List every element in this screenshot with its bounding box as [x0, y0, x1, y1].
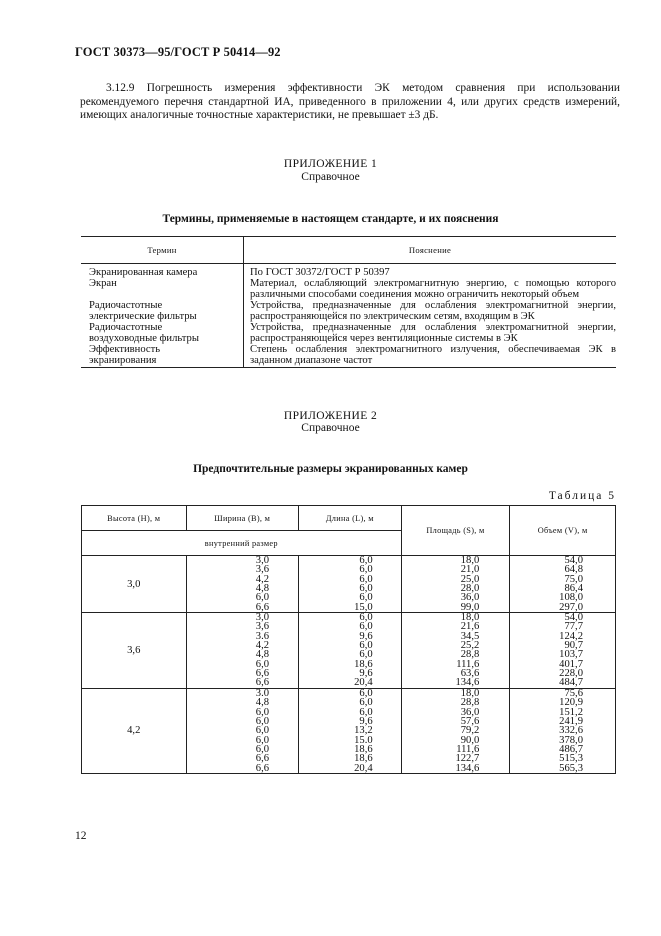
- value: 36,0: [460, 592, 480, 604]
- paragraph-3-12-9: 3.12.9 Погрешность измерения эффективности ЭК методом сравнения при использовании рекомендуемого перечня стандартной ИА, приведенного в приложении 4, или других средств измерений, имеющих аналогичные точностные характеристики, не превышает ±3 дБ.: [80, 82, 620, 122]
- value: 6,6: [255, 677, 270, 689]
- table-row: [82, 688, 616, 773]
- value: 6,0: [255, 658, 270, 670]
- table-row: [81, 344, 616, 368]
- value: 6,0: [359, 640, 373, 652]
- value: 79,2: [460, 725, 480, 737]
- value: 18,0: [460, 612, 480, 624]
- value: 75,0: [564, 573, 583, 585]
- col-height: Высота (H), м: [82, 506, 187, 531]
- explanation-cell: Устройства, предназначенные для ослабления электромагнитной энергии, распространяющейся через вентиляционные системы в ЭК: [250, 322, 616, 344]
- value: 124,2: [559, 630, 583, 642]
- table-row: [81, 278, 616, 300]
- volume-cell: [510, 556, 616, 613]
- length-cell: [299, 613, 402, 689]
- value: 6,0: [359, 621, 373, 633]
- value: 54,0: [564, 612, 583, 624]
- value: 18,6: [354, 743, 373, 755]
- value: 18,0: [460, 555, 480, 566]
- term-cell: Радиочастотные воздуховодные фильтры: [81, 322, 244, 344]
- value: 297,0: [559, 601, 583, 613]
- col-area: Площадь (S), м: [401, 506, 510, 556]
- value: 64,8: [564, 564, 583, 576]
- appendix1-subtitle: Справочное: [301, 171, 360, 183]
- appendix2-title: ПРИЛОЖЕНИЕ 2: [283, 410, 378, 422]
- value: 3,0: [255, 555, 270, 566]
- appendix1-title: ПРИЛОЖЕНИЕ 1: [283, 158, 378, 170]
- value: 120,9: [559, 697, 583, 709]
- value: 4,8: [255, 697, 270, 709]
- value: 4,2: [255, 573, 270, 585]
- value: 103,7: [559, 649, 583, 661]
- explanation-cell: По ГОСТ 30372/ГОСТ Р 50397: [250, 267, 390, 278]
- value: 6,6: [255, 753, 270, 765]
- value: 9,6: [359, 668, 373, 680]
- value: 134,6: [455, 677, 480, 689]
- height-cell: 3,0: [82, 556, 187, 613]
- explanation-cell: Устройства, предназначенные для ослабления электромагнитной энергии, распространяющейся по электрическим сетям, входящим в ЭК: [250, 300, 616, 322]
- col-length: Длина (L), м: [299, 506, 402, 531]
- value: 28,8: [460, 697, 480, 709]
- value: 90,0: [460, 734, 480, 746]
- value: 134,6: [455, 762, 480, 774]
- length-cell: [299, 688, 402, 773]
- value: 25,2: [460, 640, 480, 652]
- table-row: [82, 556, 616, 613]
- value: 565,3: [559, 762, 583, 774]
- area-cell: [401, 556, 510, 613]
- table-row: [82, 613, 616, 689]
- value: 57,6: [460, 715, 480, 727]
- value: 4,2: [255, 640, 270, 652]
- height-cell: 4,2: [82, 688, 187, 773]
- value: 332,6: [559, 725, 583, 737]
- value: 6,0: [255, 592, 270, 604]
- value: 6,0: [359, 555, 373, 566]
- value: 99,0: [460, 601, 480, 613]
- value: 90,7: [564, 640, 583, 652]
- value: 4,8: [255, 649, 270, 661]
- value: 3.0: [255, 687, 270, 699]
- value: 6,0: [359, 706, 373, 718]
- value: 6,0: [359, 697, 373, 709]
- explanation-cell: Степень ослабления электромагнитного излучения, обеспечиваемая ЭК в заданном диапазоне частот: [244, 344, 617, 368]
- value: 111,6: [456, 743, 480, 755]
- value: 6,0: [359, 687, 373, 699]
- value: 6,0: [359, 649, 373, 661]
- term-cell: Экранированная камера: [81, 264, 244, 279]
- chamber-sizes-table: [81, 505, 616, 774]
- table-row: [81, 300, 616, 322]
- width-cell: [186, 688, 299, 773]
- value: 20,4: [354, 677, 373, 689]
- value: 20,4: [354, 762, 373, 774]
- value: 378,0: [559, 734, 583, 746]
- height-cell: 3,6: [82, 613, 187, 689]
- width-cell: [186, 556, 299, 613]
- value: 18,0: [460, 687, 480, 699]
- area-cell: [401, 688, 510, 773]
- value: 228,0: [559, 668, 583, 680]
- value: 75,6: [564, 687, 583, 699]
- value: 18,6: [354, 658, 373, 670]
- table-row: [81, 322, 616, 344]
- length-cell: [299, 556, 402, 613]
- value: 6,0: [359, 564, 373, 576]
- value: 6,0: [255, 734, 270, 746]
- value: 3,0: [255, 612, 270, 624]
- value: 21,6: [460, 621, 480, 633]
- value: 21,0: [460, 564, 480, 576]
- value: 241,9: [559, 715, 583, 727]
- value: 25,0: [460, 573, 480, 585]
- col-width: Ширина (B), м: [186, 506, 299, 531]
- terms-table: [81, 236, 616, 368]
- value: 151,2: [559, 706, 583, 718]
- value: 3,6: [255, 564, 270, 576]
- value: 15,0: [354, 601, 373, 613]
- appendix2-heading: Предпочтительные размеры экранированных камер: [193, 463, 468, 475]
- term-cell: Экран: [81, 278, 244, 300]
- value: 6,0: [255, 715, 270, 727]
- value: 18,6: [354, 753, 373, 765]
- table-row: [81, 264, 616, 279]
- value: 9,6: [359, 715, 373, 727]
- value: 6,0: [359, 612, 373, 624]
- value: 401,7: [559, 658, 583, 670]
- value: 515,3: [559, 753, 583, 765]
- value: 6,0: [359, 592, 373, 604]
- terms-col-explanation: Пояснение: [244, 237, 617, 264]
- document-header: ГОСТ 30373—95/ГОСТ Р 50414—92: [75, 45, 281, 59]
- value: 63,6: [460, 668, 480, 680]
- value: 6,6: [255, 762, 270, 774]
- explanation-cell: Материал, ослабляющий электромагнитную энергию, с помощью которого различными способами соединения можно ограничить некоторый объем: [250, 278, 616, 300]
- value: 3,6: [255, 621, 270, 633]
- value: 34,5: [460, 630, 480, 642]
- value: 6,6: [255, 601, 270, 613]
- value: 484,7: [559, 677, 583, 689]
- value: 13,2: [354, 725, 373, 737]
- value: 3.6: [255, 630, 270, 642]
- value: 77,7: [564, 621, 583, 633]
- term-cell: Радиочастотные электрические фильтры: [81, 300, 244, 322]
- page-number: 12: [75, 830, 87, 842]
- appendix2-subtitle: Справочное: [301, 422, 360, 434]
- col-volume: Объем (V), м: [510, 506, 616, 556]
- value: 6,0: [359, 573, 373, 585]
- value: 86,4: [564, 583, 583, 595]
- value: 6,0: [255, 706, 270, 718]
- value: 122,7: [455, 753, 480, 765]
- value: 36,0: [460, 706, 480, 718]
- width-cell: [186, 613, 299, 689]
- value: 28,8: [460, 649, 480, 661]
- appendix1-heading: Термины, применяемые в настоящем стандарте, и их пояснения: [162, 213, 499, 225]
- term-cell: Эффективность экранирования: [81, 344, 244, 368]
- area-cell: [401, 613, 510, 689]
- value: 15.0: [354, 734, 373, 746]
- terms-col-term: Термин: [81, 237, 244, 264]
- volume-cell: [510, 613, 616, 689]
- value: 6,6: [255, 668, 270, 680]
- volume-cell: [510, 688, 616, 773]
- value: 6,0: [255, 743, 270, 755]
- inner-size-label: внутренний размер: [82, 531, 402, 556]
- table-5-label: Таблица 5: [548, 490, 616, 502]
- value: 486,7: [559, 743, 583, 755]
- value: 28,0: [460, 583, 480, 595]
- value: 9,6: [359, 630, 373, 642]
- value: 4,8: [255, 583, 270, 595]
- value: 6,0: [255, 725, 270, 737]
- value: 108,0: [559, 592, 583, 604]
- value: 111,6: [456, 658, 480, 670]
- value: 54,0: [564, 555, 583, 566]
- value: 6,0: [359, 583, 373, 595]
